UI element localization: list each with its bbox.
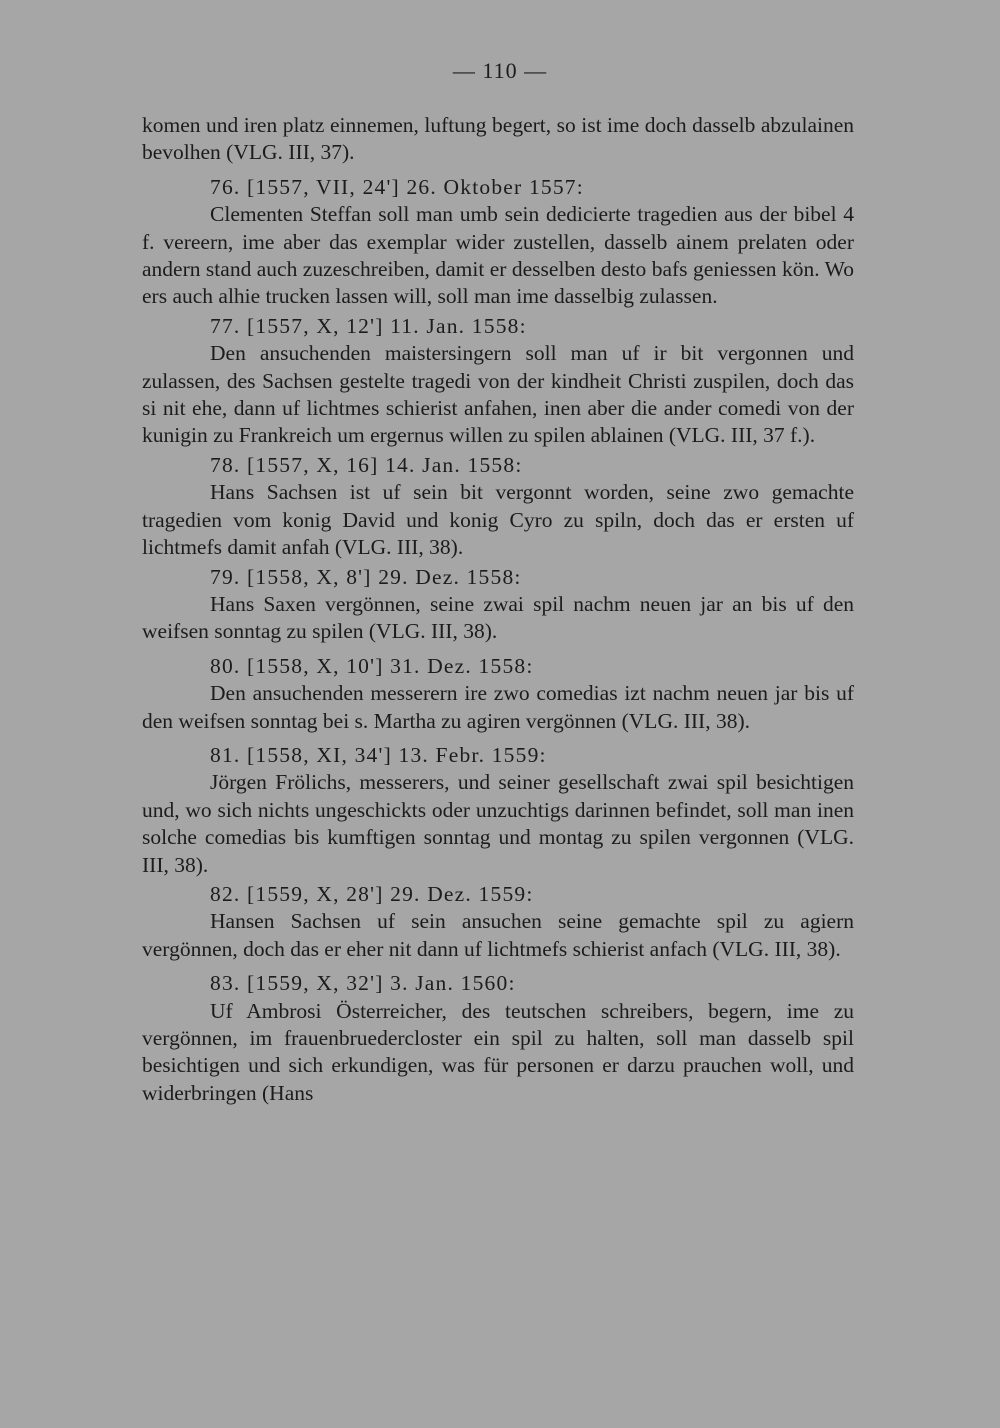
entry-heading-81: 81. [1558, XI, 34'] 13. Febr. 1559: xyxy=(210,742,547,767)
entry-text-83: Uf Ambrosi Österreicher, des teutschen schreibers, begern, ime zu vergönnen, im frauenbruedercloster ein spil zu halten, soll man dasselb spil besichtigen und sich erkundigen, was für personen er darzu prauchen woll, und widerbringen (Hans xyxy=(142,998,854,1105)
entry-heading-82: 82. [1559, X, 28'] 29. Dez. 1559: xyxy=(210,881,534,906)
entry-text-82: Hansen Sachsen uf sein ansuchen seine gemachte spil zu agiern vergönnen, doch das er eher nit dann uf lichtmefs schierist anfach (VLG. III, 38). xyxy=(142,909,854,961)
entry-heading-78: 78. [1557, X, 16] 14. Jan. 1558: xyxy=(210,452,523,477)
entry-heading-76: 76. [1557, VII, 24'] 26. Oktober 1557: xyxy=(210,174,584,199)
continuation-paragraph: komen und iren platz einnemen, luftung begert, so ist ime doch dasselb abzulainen bevolhen (VLG. III, 37). xyxy=(142,113,854,165)
entry-heading-79: 79. [1558, X, 8'] 29. Dez. 1558: xyxy=(210,564,522,589)
entry-text-80: Den ansuchenden messerern ire zwo comedias izt nachm neuen jar bis uf den weifsen sonntag bei s. Martha zu agiren vergönnen (VLG. III, 38). xyxy=(142,681,854,733)
page-number: — 110 — xyxy=(452,58,548,83)
entry-heading-77: 77. [1557, X, 12'] 11. Jan. 1558: xyxy=(210,313,527,338)
document-body xyxy=(142,112,854,1107)
entry-heading-83: 83. [1559, X, 32'] 3. Jan. 1560: xyxy=(210,971,516,996)
entry-text-79: Hans Saxen vergönnen, seine zwai spil nachm neuen jar an bis uf den weifsen sonntag zu spilen (VLG. III, 38). xyxy=(142,591,854,644)
entry-heading-80: 80. [1558, X, 10'] 31. Dez. 1558: xyxy=(210,653,534,678)
entry-text-81: Jörgen Frölichs, messerers, und seiner gesellschaft zwai spil besichtigen und, wo sich nichts ungeschickts oder unzuchtigs darinnen befindet, soll man inen solche comedias bis kumftigen sonntag und montag zu spilen vergonnen (VLG. III, 38). xyxy=(142,770,854,877)
entry-text-76: Clementen Steffan soll man umb sein dedicierte tragedien aus der bibel 4 f. vereern, ime aber das exemplar wider zustellen, dasselb ainem prelaten oder andern stand auch zuzeschreiben, damit er desselben desto bafs geniessen kön. Wo ers auch alhie trucken lassen will, soll man ime dasselbig zulassen. xyxy=(142,202,854,309)
entry-text-78: Hans Sachsen ist uf sein bit vergonnt worden, seine zwo gemachte tragedien vom konig David und konig Cyro zu spiln, doch das er ersten uf lichtmefs damit anfah (VLG. III, 38). xyxy=(142,480,854,560)
entry-text-77: Den ansuchenden maistersingern soll man uf ir bit vergonnen und zulassen, des Sachsen gestelte tragedi von der kindheit Christi zuspilen, doch das si nit ehe, dann uf lichtmes schierist anfahen, inen aber die ander comedi von der kunigin zu Frankreich um ergernus willen zu spilen ablainen (VLG. III, 37 f.). xyxy=(142,341,854,448)
